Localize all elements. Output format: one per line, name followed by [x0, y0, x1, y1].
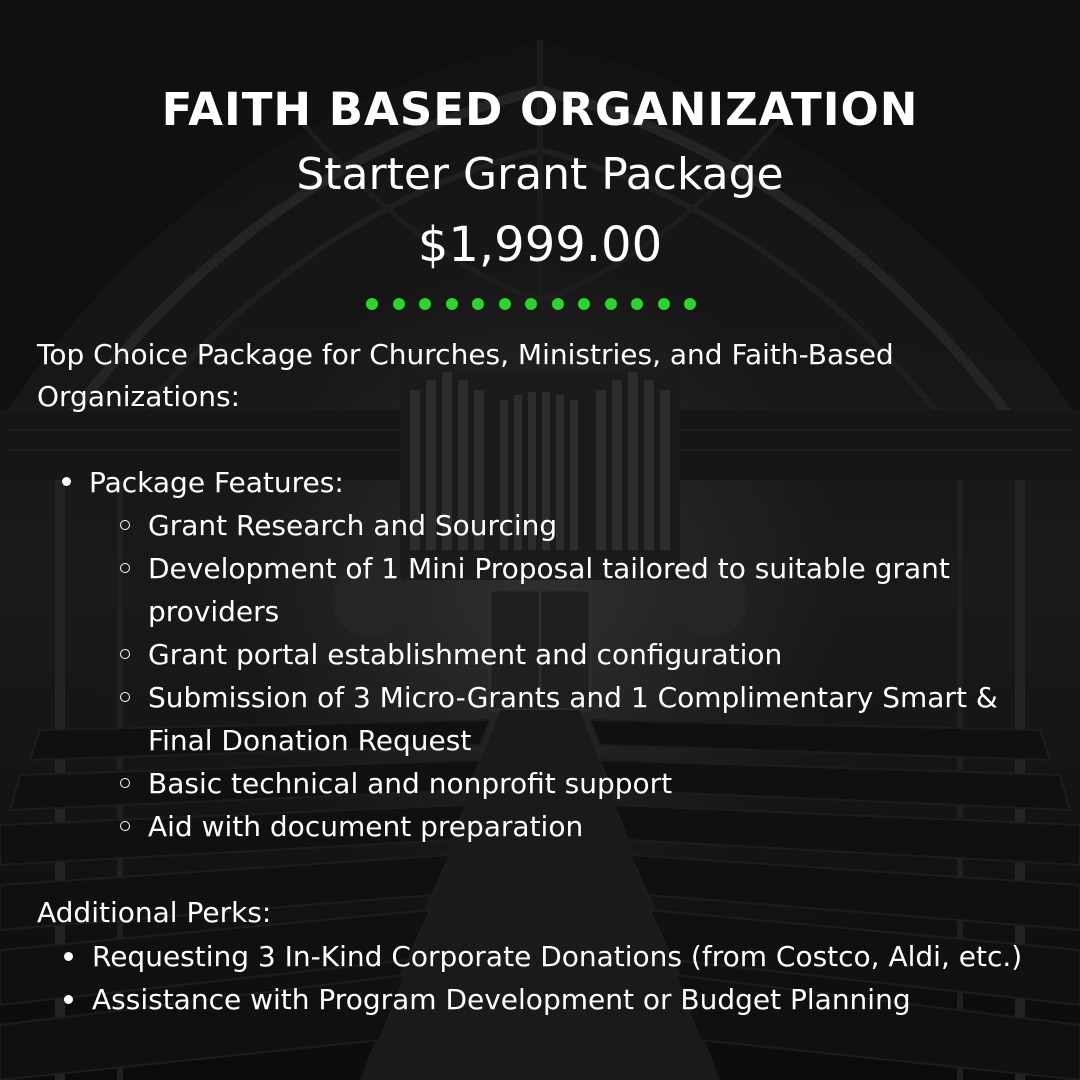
bullet-icon [62, 477, 71, 486]
divider-dot [366, 298, 378, 310]
circle-bullet-icon [120, 563, 130, 573]
list-item: Aid with document preparation [120, 805, 1050, 848]
intro-text: Top Choice Package for Churches, Ministries, and Faith-Based Organizations: [37, 338, 894, 413]
divider-dot [472, 298, 484, 310]
circle-bullet-icon [120, 520, 130, 530]
divider-dot [605, 298, 617, 310]
package-subtitle: Starter Grant Package [296, 149, 784, 200]
bullet-icon [64, 995, 73, 1004]
divider-dot [631, 298, 643, 310]
page-title: FAITH BASED ORGANIZATION [161, 83, 919, 136]
perks-heading: Additional Perks: [37, 896, 272, 929]
package-price: $1,999.00 [417, 217, 663, 273]
dotted-divider [366, 296, 696, 312]
features-heading-label: Package Features: [89, 466, 344, 499]
circle-bullet-icon [120, 821, 130, 831]
divider-dot [684, 298, 696, 310]
divider-dot [419, 298, 431, 310]
circle-bullet-icon [120, 692, 130, 702]
divider-dot [578, 298, 590, 310]
divider-dot [393, 298, 405, 310]
features-heading [62, 462, 1042, 504]
divider-dot [658, 298, 670, 310]
list-item: Assistance with Program Development or Budget Planning [62, 978, 1042, 1021]
divider-dot [446, 298, 458, 310]
features-list [120, 504, 1050, 848]
list-item: Basic technical and nonprofit support [120, 762, 1050, 805]
list-item: Submission of 3 Micro-Grants and 1 Complimentary Smart & Final Donation Request [120, 676, 1050, 762]
list-item: Requesting 3 In-Kind Corporate Donations (from Costco, Aldi, etc.) [62, 935, 1042, 978]
perks-list [62, 935, 1042, 1021]
list-item: Grant portal establishment and configuration [120, 633, 1050, 676]
bullet-icon [64, 952, 73, 961]
divider-dot [552, 298, 564, 310]
divider-dot [525, 298, 537, 310]
list-item: Development of 1 Mini Proposal tailored to suitable grant providers [120, 547, 1050, 633]
list-item: Grant Research and Sourcing [120, 504, 1050, 547]
circle-bullet-icon [120, 778, 130, 788]
circle-bullet-icon [120, 649, 130, 659]
divider-dot [499, 298, 511, 310]
